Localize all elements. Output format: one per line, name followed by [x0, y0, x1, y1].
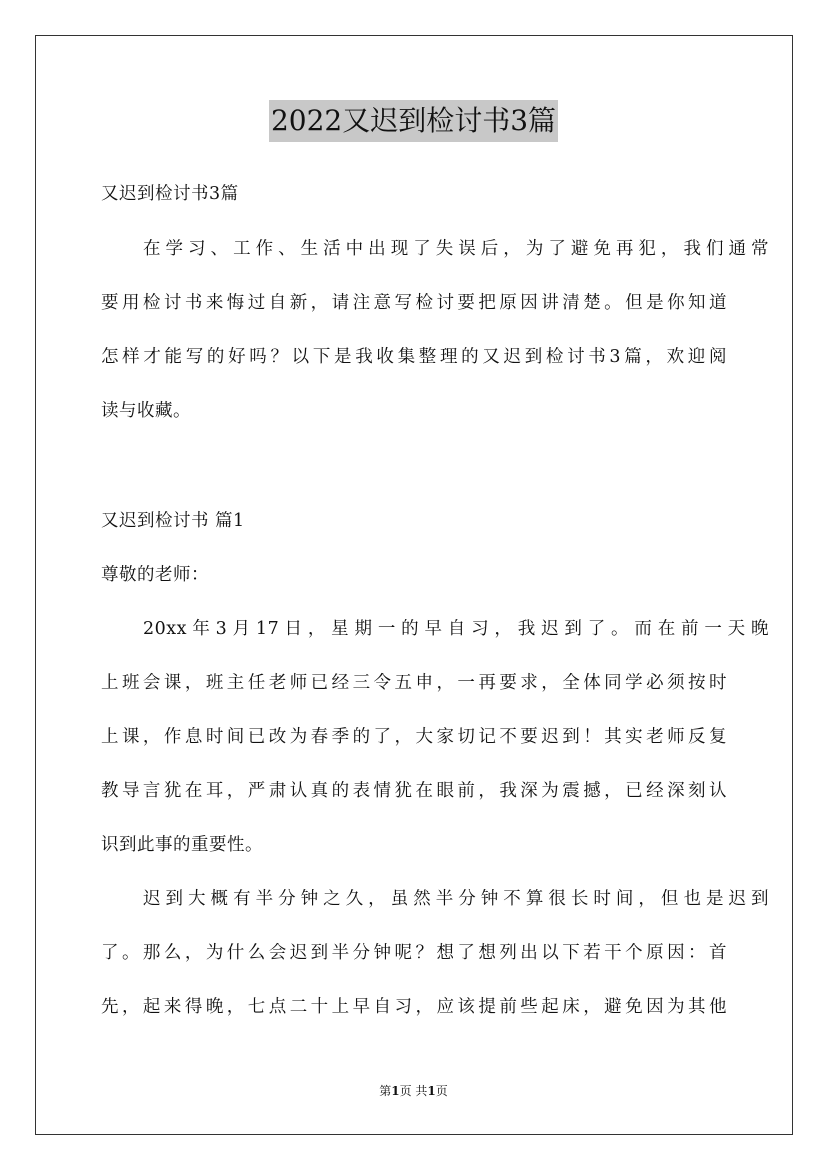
page-footer: [0, 1082, 827, 1099]
footer-total-pages: 1: [427, 1084, 436, 1098]
footer-middle: 页 共: [399, 1084, 428, 1098]
paragraph-line: 识到此事的重要性。: [101, 835, 263, 855]
paragraph-line: 先，起来得晚，七点二十上早自习，应该提前些起床，避免因为其他: [101, 997, 727, 1017]
document-title: 2022又迟到检讨书3篇: [269, 100, 558, 142]
paragraph-line: 迟到大概有半分钟之久，虽然半分钟不算很长时间，但也是迟到: [143, 889, 769, 909]
title-container: [0, 100, 827, 142]
intro-line: 读与收藏。: [101, 401, 191, 421]
footer-suffix: 页: [435, 1084, 448, 1098]
footer-prefix: 第: [379, 1084, 392, 1098]
intro-line: 要用检讨书来悔过自新，请注意写检讨要把原因讲清楚。但是你知道: [101, 293, 727, 313]
salutation: 尊敬的老师：: [101, 565, 209, 585]
footer-page-number: 1: [391, 1084, 400, 1098]
paragraph-line: 上班会课，班主任老师已经三令五申，一再要求，全体同学必须按时: [101, 673, 727, 693]
paragraph-line: 教导言犹在耳，严肃认真的表情犹在眼前，我深为震撼，已经深刻认: [101, 781, 727, 801]
paragraph-line: 上课，作息时间已改为春季的了，大家切记不要迟到！其实老师反复: [101, 727, 727, 747]
paragraph-line: 了。那么，为什么会迟到半分钟呢？想了想列出以下若干个原因：首: [101, 943, 727, 963]
intro-line: 在学习、工作、生活中出现了失误后，为了避免再犯，我们通常: [143, 239, 769, 259]
paragraph-line: 20xx年3月17日，星期一的早自习，我迟到了。而在前一天晚: [143, 619, 769, 639]
subtitle-line: 又迟到检讨书3篇: [101, 184, 239, 204]
intro-line: 怎样才能写的好吗？以下是我收集整理的又迟到检讨书3篇，欢迎阅: [101, 347, 727, 367]
section-heading: 又迟到检讨书 篇1: [101, 511, 245, 531]
